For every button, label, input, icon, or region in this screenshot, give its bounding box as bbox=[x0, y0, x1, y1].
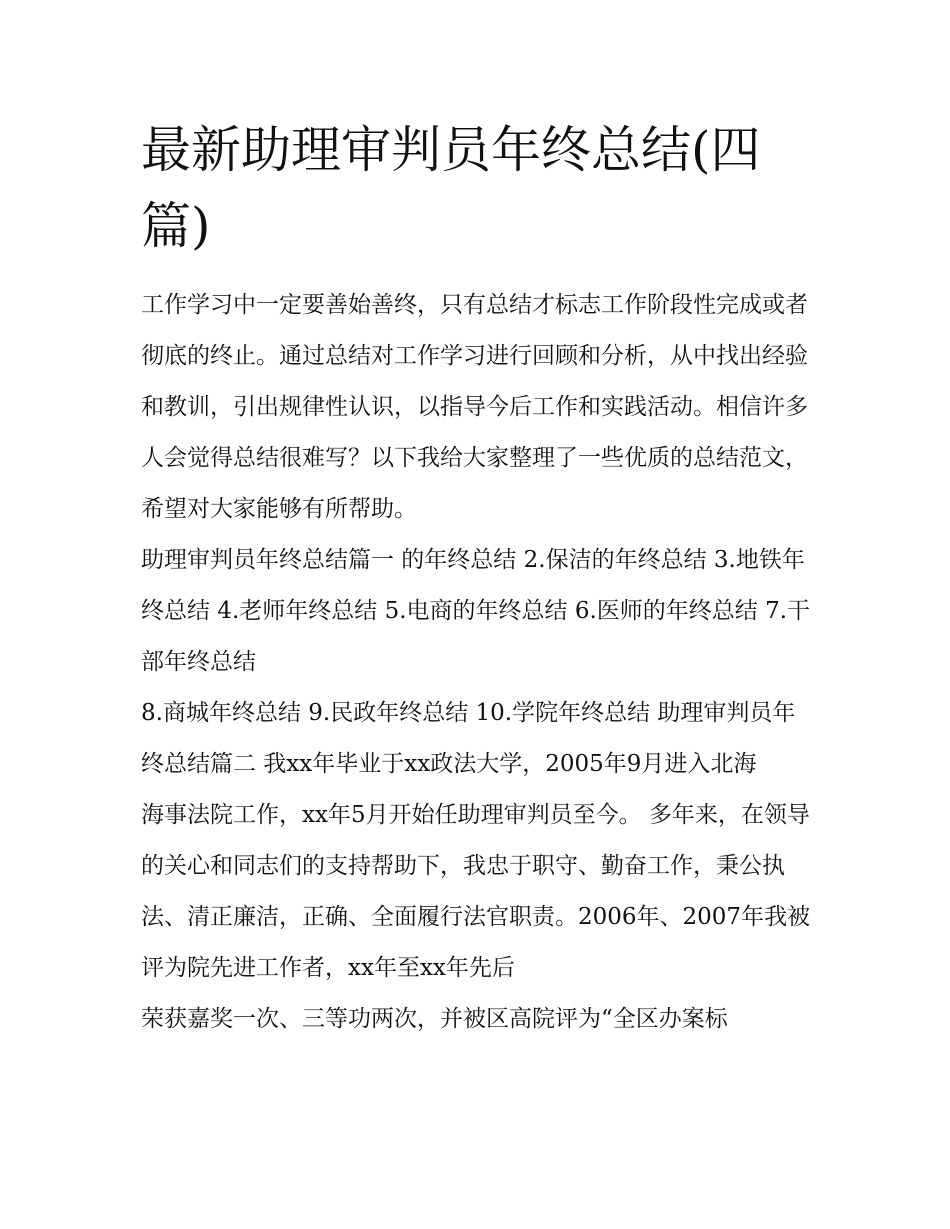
document-title: 最新助理审判员年终总结(四篇) bbox=[141, 121, 761, 255]
document-page bbox=[141, 112, 816, 1045]
intro-paragraph: 工作学习中一定要善始善终，只有总结才标志工作阶段性完成或者彻底的终止。通过总结对工作学习进行回顾和分析，从中找出经验和教训，引出规律性认识，以指导今后工作和实践活动。相信许多人会觉得总结很难写？以下我给大家整理了一些优质的总结范文，希望对大家能够有所帮助。 bbox=[141, 292, 808, 522]
paragraph-body-1: 海事法院工作，xx年5月开始任助理审判员至今。 多年来，在领导的关心和同志们的支持帮助下，我忠于职守、勤奋工作，秉公执法、清正廉洁，正确、全面履行法官职责。2006年、2007年我被评为院先进工作者，xx年至xx年先后 bbox=[141, 802, 811, 981]
paragraph-list-part-2: 8.商城年终总结 9.民政年终总结 10.学院年终总结 助理审判员年终总结篇二 我xx年毕业于xx政法大学，2005年9月进入北海 bbox=[141, 700, 796, 777]
paragraph-body-2: 荣获嘉奖一次、三等功两次，并被区高院评为“全区办案标 bbox=[141, 1006, 728, 1032]
paragraph-list-part-1: 助理审判员年终总结篇一 的年终总结 2.保洁的年终总结 3.地铁年终总结 4.老师年终总结 5.电商的年终总结 6.医师的年终总结 7.干部年终总结 bbox=[141, 547, 811, 675]
